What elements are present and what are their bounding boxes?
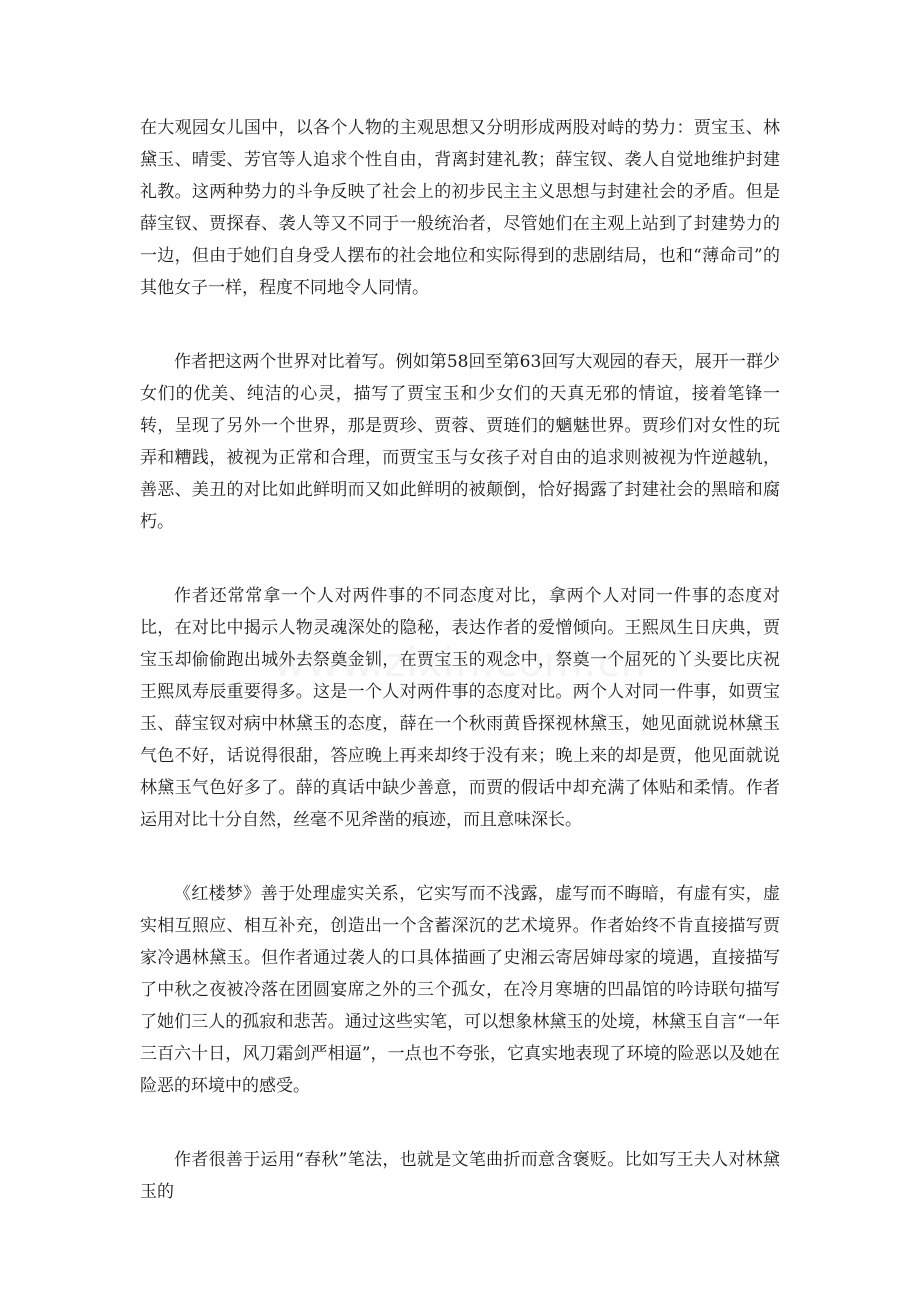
paragraph-1: 在大观园女儿国中，以各个人物的主观思想又分明形成两股对峙的势力：贾宝玉、林黛玉、晴雯、芳官等人追求个性自由，背离封建礼教；薛宝钗、袭人自觉地维护封建礼教。这两种势力的斗争反映了社会上的初步民主主义思想与封建社会的矛盾。但是薛宝钗、贾探春、袭人等又不同于一般统治者，尽管她们在主观上站到了封建势力的一边，但由于她们自身受人摆布的社会地位和实际得到的悲剧结局，也和“薄命司”的其他女子一样，程度不同地令人同情。 (140, 118, 780, 298)
paragraph-5: 作者很善于运用“春秋”笔法，也就是文笔曲折而意含褒贬。比如写王夫人对林黛玉的 (140, 1150, 780, 1202)
paragraph-2: 作者把这两个世界对比着写。例如第58回至第63回写大观园的春天，展开一群少女们的优美、纯洁的心灵，描写了贾宝玉和少女们的天真无邪的情谊，接着笔锋一转，呈现了另外一个世界，那是贾珍、贾蓉、贾琏们的魑魅世界。贾珍们对女性的玩弄和糟践，被视为正常和合理，而贾宝玉与女孩子对自由的追求则被视为忤逆越轨，善恶、美丑的对比如此鲜明而又如此鲜明的被颠倒，恰好揭露了封建社会的黑暗和腐朽。 (140, 352, 780, 532)
paragraph-4: 《红楼梦》善于处理虚实关系，它实写而不浅露，虚写而不晦暗，有虚有实，虚实相互照应、相互补充，创造出一个含蓄深沉的艺术境界。作者始终不肯直接描写贾家冷遇林黛玉。但作者通过袭人的口具体描画了史湘云寄居婶母家的境遇，直接描写了中秋之夜被冷落在团圆宴席之外的三个孤女，在冷月寒塘的凹晶馆的吟诗联句描写了她们三人的孤寂和悲苦。通过这些实笔，可以想象林黛玉的处境，林黛玉自言“一年三百六十日，风刀霜剑严相逼”，一点也不夸张，它真实地表现了环境的险恶以及她在险恶的环境中的感受。 (140, 884, 780, 1096)
paragraph-3: 作者还常常拿一个人对两件事的不同态度对比，拿两个人对同一件事的态度对比，在对比中揭示人物灵魂深处的隐秘，表达作者的爱憎倾向。王熙凤生日庆典，贾宝玉却偷偷跑出城外去祭奠金钏，在贾宝玉的观念中，祭奠一个屈死的丫头要比庆祝王熙凤寿辰重要得多。这是一个人对两件事的态度对比。两个人对同一件事，如贾宝玉、薛宝钗对病中林黛玉的态度，薛在一个秋雨黄昏探视林黛玉，她见面就说林黛玉气色不好，话说得很甜，答应晚上再来却终于没有来；晚上来的却是贾，他见面就说林黛玉气色好多了。薛的真话中缺少善意，而贾的假话中却充满了体贴和柔情。作者运用对比十分自然，丝毫不见斧凿的痕迹，而且意味深长。 (140, 586, 780, 830)
document-body (140, 112, 780, 1208)
